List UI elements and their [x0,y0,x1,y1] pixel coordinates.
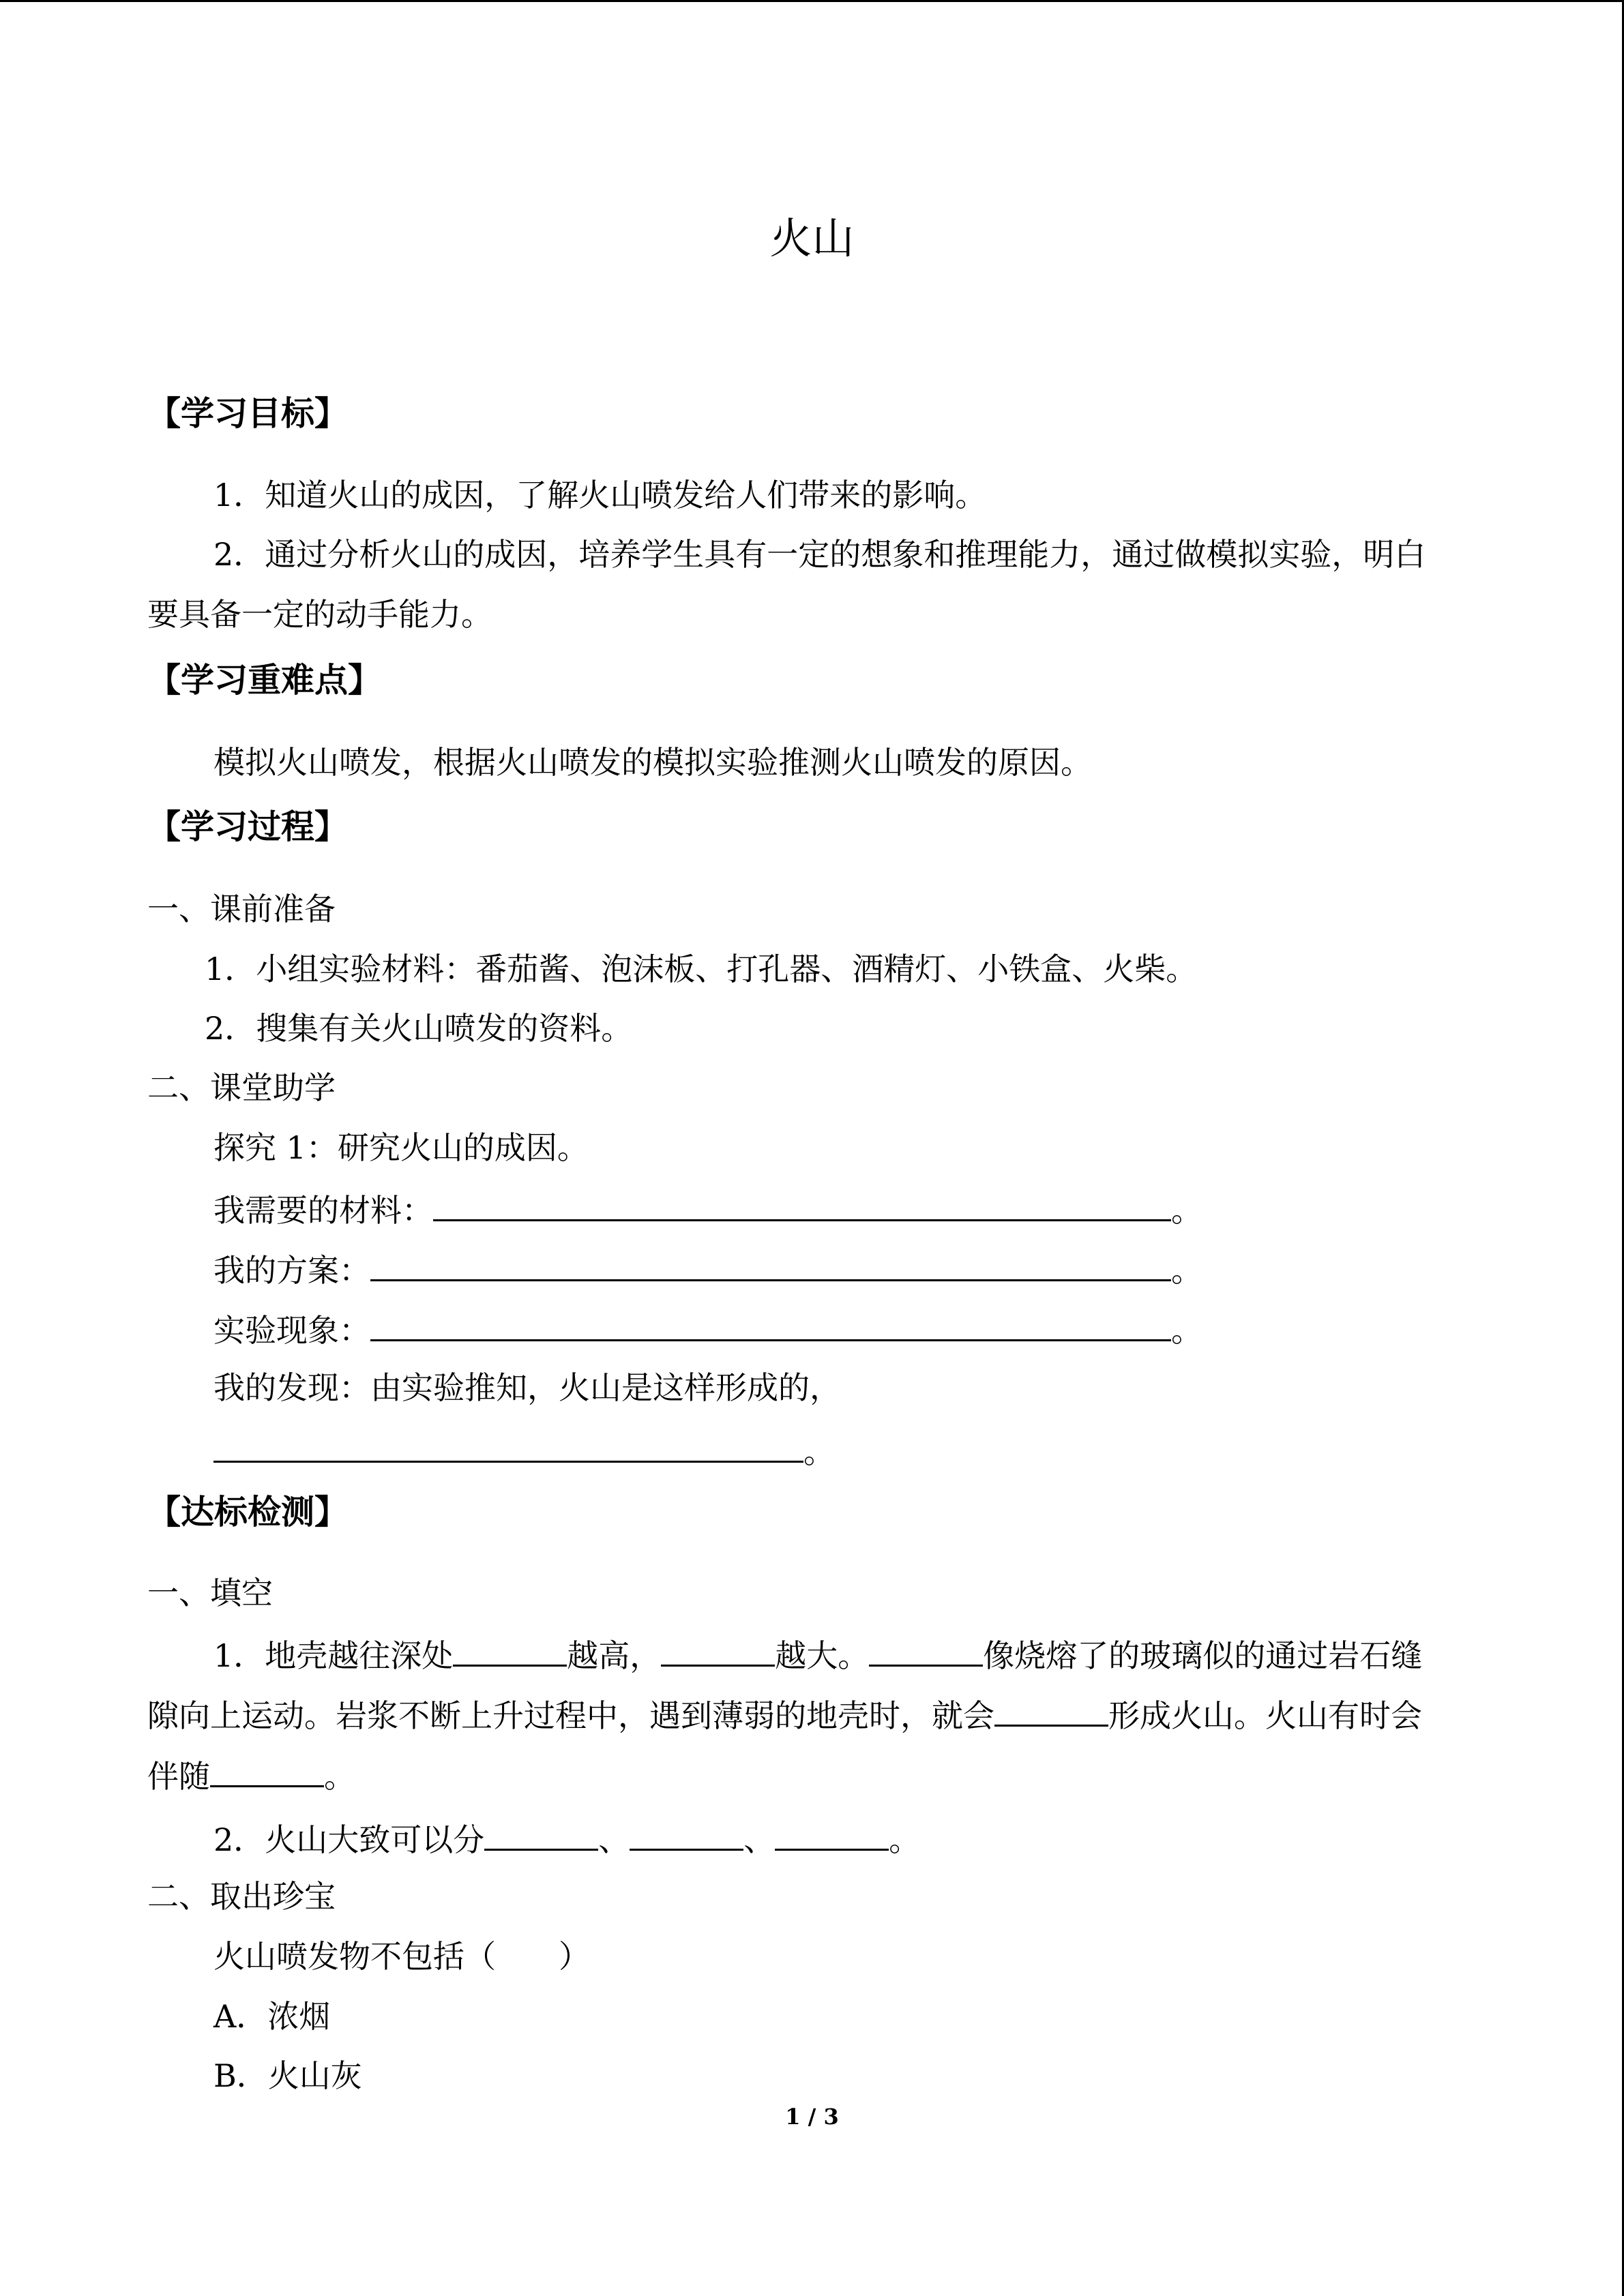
period: 。 [1171,1252,1202,1289]
q2-text: 2．火山大致可以分 [213,1821,485,1858]
q1-text: 形成火山。火山有时会 [1108,1697,1422,1734]
explore-1: 探究 1：研究火山的成因。 [213,1129,589,1166]
page-number: 1 / 3 [785,2104,839,2130]
objective-item-1: 1．知道火山的成因，了解火山喷发给人们带来的影响。 [213,477,987,513]
q1-line-3 [147,1753,355,1798]
q1-text: 伴随 [147,1758,210,1795]
materials-row [213,1187,1202,1232]
period: 。 [1171,1312,1202,1349]
q1-text: 越高， [567,1637,662,1674]
q1-blank-4[interactable] [994,1692,1108,1727]
option-b[interactable]: B．火山灰 [213,2057,362,2094]
q1-blank-2[interactable] [661,1632,775,1667]
materials-label: 我需要的材料： [213,1192,433,1229]
q1-line-2 [147,1692,1422,1737]
process-heading: 【学习过程】 [147,807,349,846]
q2-line [213,1816,920,1861]
plan-row [213,1247,1202,1292]
key-points-heading: 【学习重难点】 [147,661,382,700]
q1-text: 像烧熔了的玻璃似的通过岩石缝 [983,1637,1423,1674]
page-title: 火山 [769,213,855,263]
phenomenon-blank[interactable] [370,1307,1171,1341]
objective-item-2-line-2: 要具备一定的动手能力。 [147,596,492,633]
choice-question: 火山喷发物不包括（ ） [213,1938,590,1975]
q1-blank-3[interactable] [869,1632,983,1667]
q2-blank-3[interactable] [775,1816,889,1851]
phenomenon-row [213,1307,1202,1352]
fill-blank-title: 一、填空 [147,1575,273,1611]
page-border-top [0,0,1624,2]
q1-text: 隙向上运动。岩浆不断上升过程中，遇到薄弱的地壳时，就会 [147,1697,994,1734]
option-a[interactable]: A．浓烟 [213,1998,331,2035]
q1-text: 越大。 [775,1637,870,1674]
q1-line-1 [213,1632,1422,1677]
test-heading: 【达标检测】 [147,1493,349,1532]
plan-label: 我的方案： [213,1252,370,1289]
q2-blank-2[interactable] [630,1816,743,1851]
finding-blank[interactable] [213,1428,803,1463]
period: 。 [324,1758,355,1795]
materials-blank[interactable] [433,1187,1171,1221]
objective-item-2-line-1: 2．通过分析火山的成因，培养学生具有一定的想象和推理能力，通过做模拟实验，明白 [213,536,1426,573]
pre-class-item-1: 1．小组实验材料：番茄酱、泡沫板、打孔器、酒精灯、小铁盒、火柴。 [205,951,1198,987]
separator: 、 [598,1821,630,1858]
objectives-heading: 【学习目标】 [147,394,349,433]
period: 。 [803,1433,835,1470]
separator: 、 [743,1821,776,1858]
period: 。 [1171,1192,1202,1229]
finding-row [213,1428,835,1473]
q1-blank-5[interactable] [210,1753,324,1787]
q2-blank-1[interactable] [484,1816,598,1851]
pre-class-item-2: 2．搜集有关火山喷发的资料。 [205,1010,633,1047]
period: 。 [889,1821,921,1858]
q1-text: 1．地壳越往深处 [213,1637,454,1674]
in-class-title: 二、课堂助学 [147,1069,336,1106]
q1-blank-1[interactable] [453,1632,567,1667]
key-points-text: 模拟火山喷发，根据火山喷发的模拟实验推测火山喷发的原因。 [213,744,1092,781]
choice-title: 二、取出珍宝 [147,1878,336,1915]
phenomenon-label: 实验现象： [213,1312,370,1349]
plan-blank[interactable] [370,1247,1171,1281]
finding-label: 我的发现：由实验推知，火山是这样形成的， [213,1369,841,1406]
pre-class-title: 一、课前准备 [147,891,336,927]
